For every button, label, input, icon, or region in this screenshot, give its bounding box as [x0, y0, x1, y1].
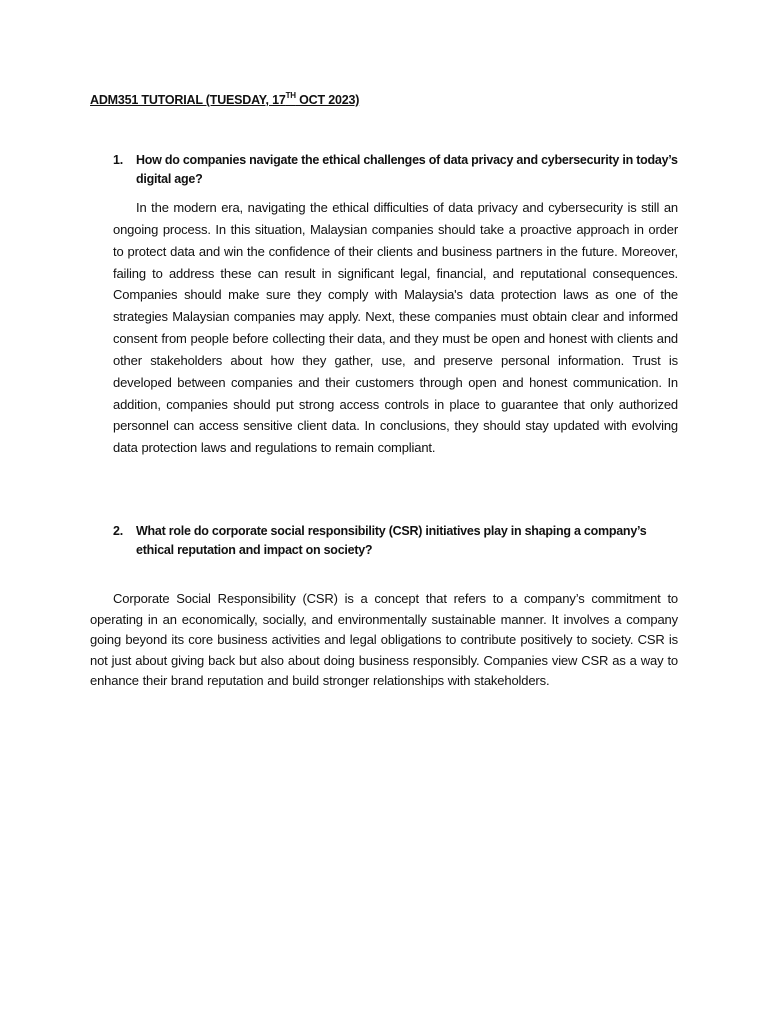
question-1 [113, 151, 678, 189]
question-1-number: 1. [113, 153, 123, 167]
question-1-text: How do companies navigate the ethical challenges of data privacy and cybersecurity in today’s digital age? [136, 153, 678, 186]
document-title-end: OCT 2023) [295, 93, 360, 107]
question-2-number: 2. [113, 524, 123, 538]
document-title-main: ADM351 TUTORIAL (TUESDAY, 17 [90, 93, 286, 107]
question-2 [113, 522, 678, 560]
document-title-superscript: TH [285, 90, 296, 100]
question-2-text: What role do corporate social responsibility (CSR) initiatives play in shaping a company’s ethical reputation and impact on society? [136, 524, 647, 557]
answer-1-paragraph: In the modern era, navigating the ethical difficulties of data privacy and cybersecurity is still an ongoing process. In this situation, Malaysian companies should take a proactive approach in order to protect data and win the confidence of their clients and business partners in the future. Moreover, failing to address these can result in significant legal, financial, and reputational consequences. Companies should make sure they comply with Malaysia's data protection laws as one of the strategies Malaysian companies may apply. Next, these companies must obtain clear and informed consent from people before collecting their data, and they must be open and honest with clients and other stakeholders about how they gather, use, and preserve personal information. Trust is developed between companies and their customers through open and honest communication. In addition, companies should put strong access controls in place to guarantee that only authorized personnel can access sensitive client data. In conclusions, they should stay updated with evolving data protection laws and regulations to remain compliant. [113, 200, 678, 456]
document-title [90, 90, 360, 107]
answer-2-paragraph: Corporate Social Responsibility (CSR) is a concept that refers to a company’s commitment to operating in an economically, socially, and environmentally sustainable manner. It involves a company going beyond its core business activities and legal obligations to contribute positively to society. CSR is not just about giving back but also about doing business responsibly. Companies view CSR as a way to enhance their brand reputation and build stronger relationships with stakeholders. [90, 591, 678, 689]
